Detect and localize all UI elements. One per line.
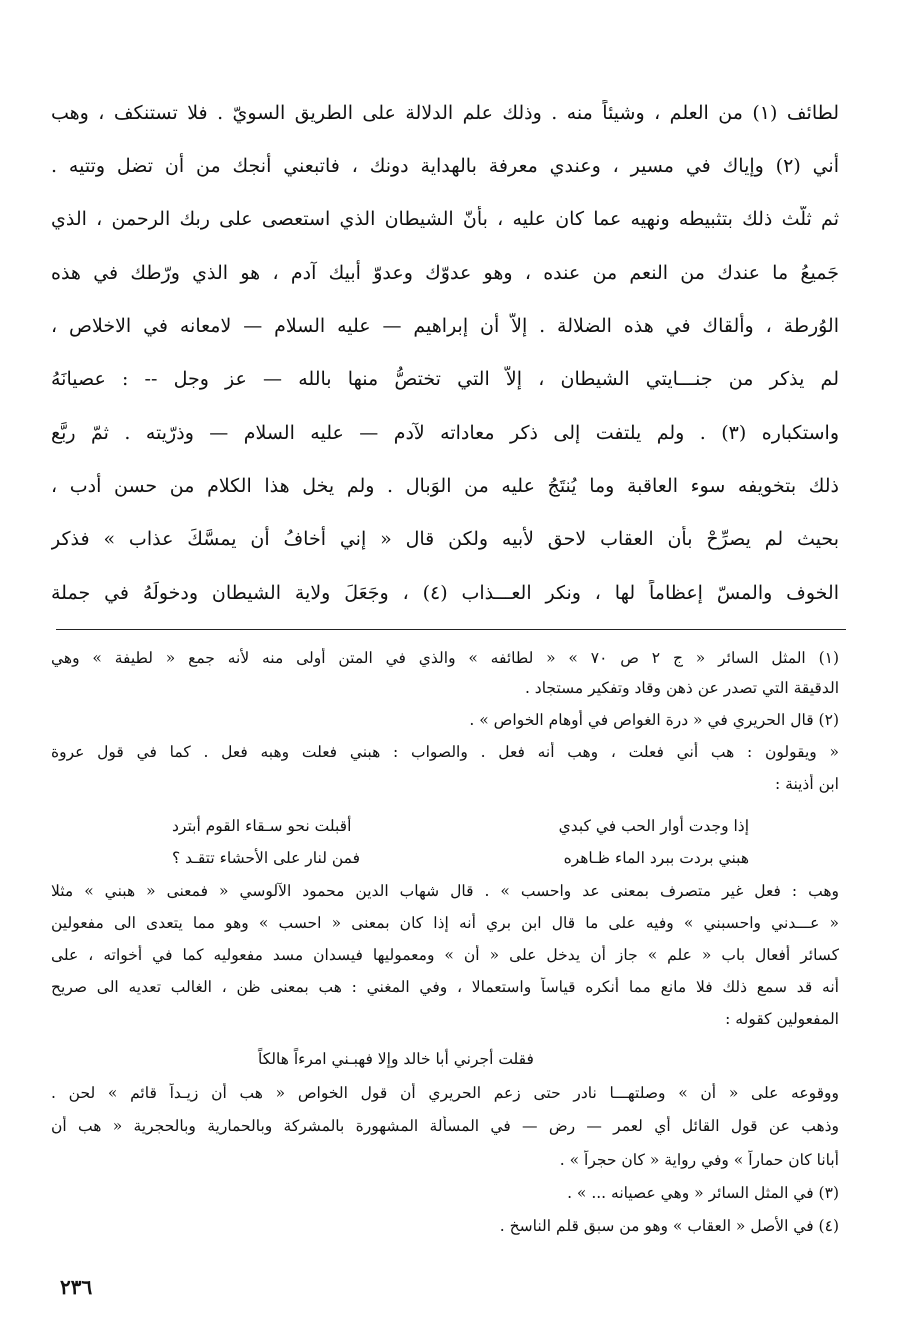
verse-hemistich: هبني بردت ببرد الماء ظـاهره	[563, 849, 749, 867]
footnote-line: (٤) في الأصل « العقاب » وهو من سبق قلم الناسخ .	[499, 1217, 839, 1235]
footnote-line: كسائر أفعال باب « علم » جاز أن يدخل على « أن » ومعموليها فيسدان مسد مفعوليه كما في أخواته ، على	[51, 946, 839, 964]
footnote-line: وهب : فعل غير متصرف بمعنى عد واحسب » . قال شهاب الدين محمود الآلوسي « فمعنى « هبني » مثلا	[51, 882, 839, 900]
footnote-line: ابن أذينة :	[774, 775, 839, 793]
footnote-line: « ويقولون : هب أني فعلت ، وهب أنه فعل . والصواب : هبني فعلت وهبه فعل . كما في قول عروة	[51, 743, 839, 761]
body-line: ذلك بتخويفه سوء العاقبة وما يُنتَجُ عليه من الوَبال . ولم يخل هذا الكلام من حسن أدب ،	[51, 475, 839, 497]
body-line: ثم ثلَّث ذلك بتثبيطه ونهيه عما كان عليه ، بأنّ الشيطان الذي استعصى على ربك الرحمن ، الذي	[51, 208, 839, 230]
footnote-line: الدقيقة التي تصدر عن ذهن وقاد وتفكير مستجاد .	[524, 679, 839, 697]
body-line: واستكباره (٣) . ولم يلتفت إلى ذكر معاداته لآدم — عليه السلام — وذرّيته . ثمّ ربَّع	[51, 422, 839, 444]
body-line: الوُرطة ، وألقاك في هذه الضلالة . إلاّ أن إبراهيم — عليه السلام — لامعانه في الاخلاص ،	[51, 315, 839, 337]
footnote-line: (١) المثل السائر « ج ٢ ص ٧٠ » « لطائفه » والذي في المتن أولى منه لأنه جمع « لطيفة » وهي	[51, 649, 839, 667]
footnote-line: أبانا كان حماراً » وفي رواية « كان حجراً » .	[559, 1151, 839, 1169]
footnote-line: وذهب عن قول القائل أي لعمر — رض — في المسألة المشهورة بالمشركة وبالحمارية وبالحجرية « هب أن	[51, 1117, 839, 1135]
footnote-divider	[56, 629, 846, 630]
footnote-line: (٣) في المثل السائر « وهي عصيانه ... » .	[567, 1184, 839, 1202]
body-line: لم يذكر من جنـــايتي الشيطان ، إلاّ التي تختصُّ منها بالله — عز وجل -- : عصيانَهُ	[51, 368, 839, 390]
verse-line: فقلت أجرني أبا خالد وإلا فهبـني امرءاً هالكاً	[258, 1050, 534, 1068]
footnote-line: أنه قد سمع ذلك فلا مانع مما أنكره قياساً واستعمالا ، وفي المغني : هب بمعنى ظن ، الغالب تعديه الى صريح	[51, 978, 839, 996]
verse-hemistich: إذا وجدت أوار الحب في كبدي	[558, 817, 749, 835]
body-line: بحيث لم يصرِّحْ بأن العقاب لاحق لأبيه ولكن قال « إني أخافُ أن يمسَّكَ عذاب » فذكر	[51, 528, 839, 550]
footnote-line: المفعولين كقوله :	[725, 1010, 839, 1028]
footnote-line: ووقوعه على « أن » وصلتهـــا نادر حتى زعم الحريري أن قول الخواص « هب أن زيـداً قائم » لحن .	[51, 1084, 839, 1102]
body-line: أني (٢) وإياك في مسير ، وعندي معرفة بالهداية دونك ، فاتبعني أُنجك من أن تضل وتتيه .	[51, 155, 839, 177]
verse-hemistich: فمن لنار على الأحشاء تتقـد ؟	[172, 849, 361, 867]
page-number: ٢٣٦	[60, 1275, 93, 1299]
body-line: جَميعُ ما عندك من النعم من عنده ، وهو عدوّك وعدوّ أبيك آدم ، هو الذي ورّطك في هذه	[51, 262, 839, 284]
body-line: الخوف والمسّ إعظاماً لها ، ونكر العـــذاب (٤) ، وجَعَلَ ولاية الشيطان ودخولَهُ في جملة	[51, 582, 839, 604]
body-line: لطائف (١) من العلم ، وشيئاً منه . وذلك علم الدلالة على الطريق السويّ . فلا تستنكف ، وهب	[51, 102, 839, 124]
footnote-line: (٢) قال الحريري في « درة الغواص في أوهام الخواص » .	[469, 711, 839, 729]
footnote-line: « عـــدني واحسبني » وفيه على ما قال ابن بري أنه إذا كان بمعنى « احسب » وهو مما يتعدى الى مفعولين	[51, 914, 839, 932]
verse-hemistich: أقبلت نحو سـقاء القوم أبترد	[172, 817, 352, 835]
